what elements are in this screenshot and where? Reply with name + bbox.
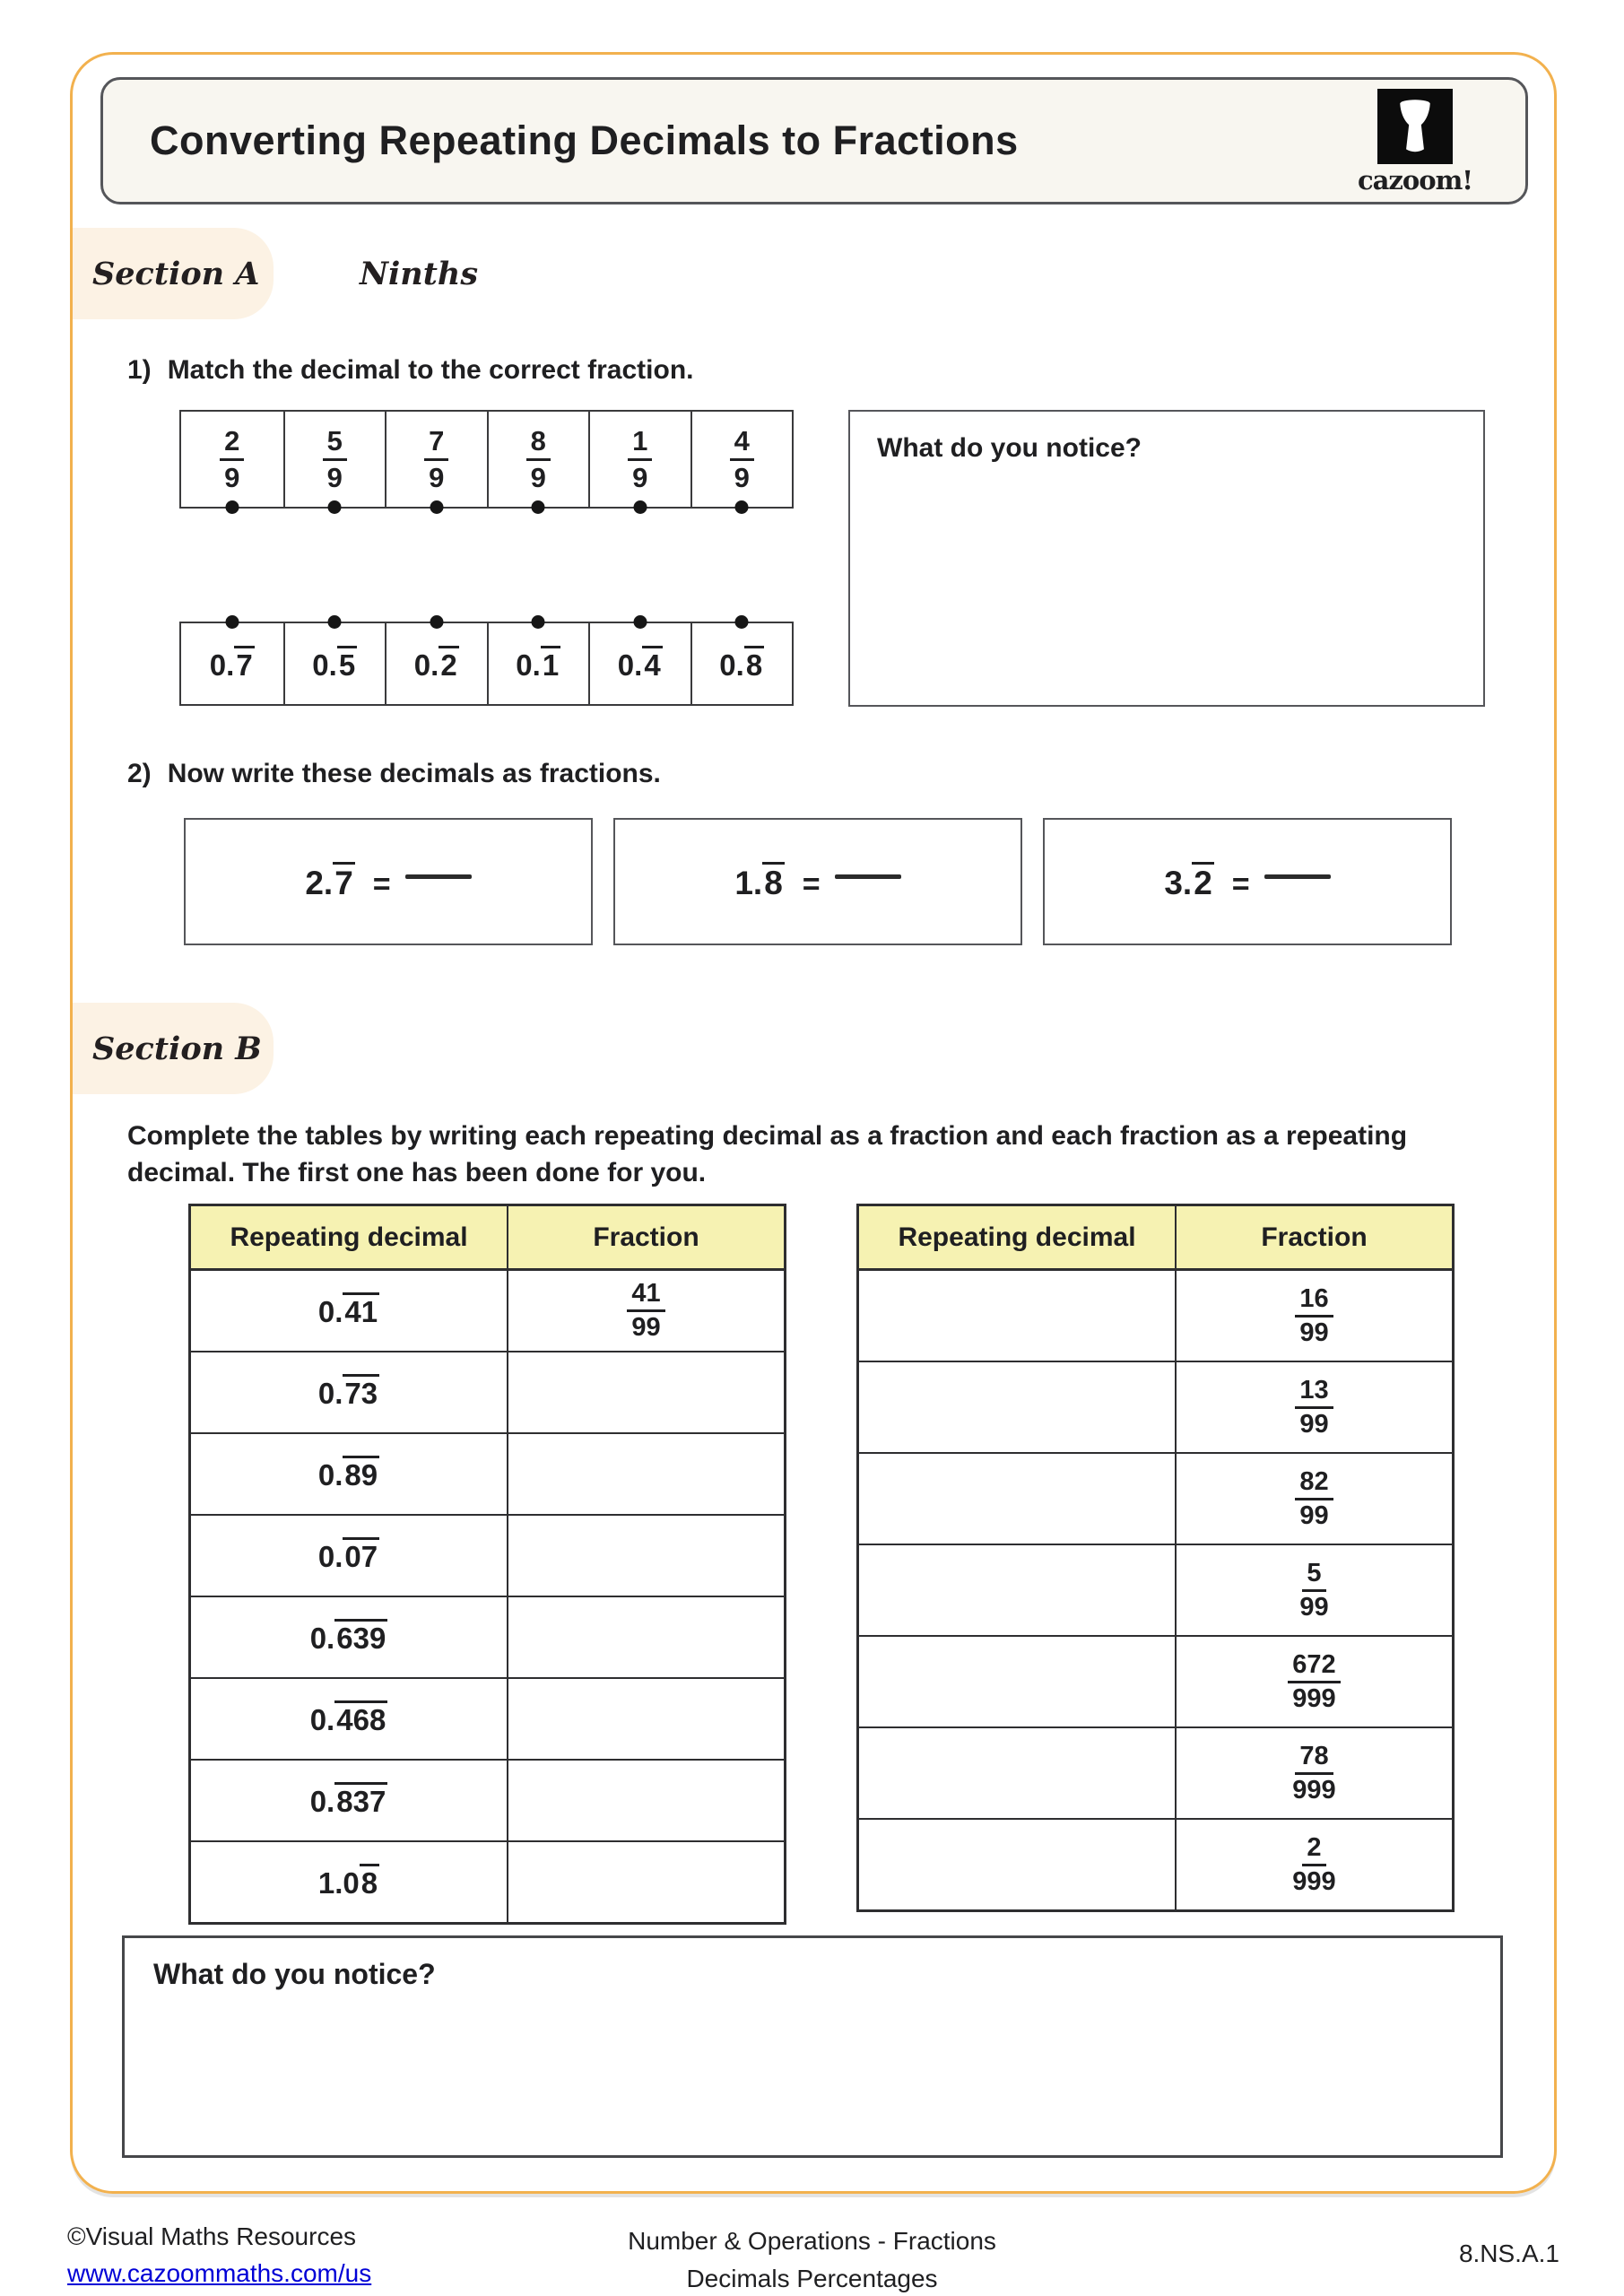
repeating-digits: 639 bbox=[334, 1619, 387, 1654]
repeating-digits: 41 bbox=[343, 1292, 379, 1327]
fraction-denominator: 999 bbox=[1292, 1775, 1336, 1805]
table-row bbox=[191, 1352, 784, 1434]
answer-cell[interactable] bbox=[507, 1679, 784, 1759]
section-b-instructions: Complete the tables by writing each repeating decimal as a fraction and each fraction as a repeating decimal. The first one has been done for you. bbox=[127, 1121, 1408, 1188]
decimal-card bbox=[181, 623, 283, 704]
repeating-digits: 8 bbox=[360, 1864, 379, 1899]
match-dot[interactable] bbox=[225, 615, 239, 629]
equals-sign: = bbox=[802, 866, 821, 901]
decimal-prefix: 1.0 bbox=[317, 1866, 360, 1900]
match-dot[interactable] bbox=[430, 615, 443, 629]
column-header-repeating-decimal: Repeating decimal bbox=[230, 1222, 468, 1252]
repeating-digits: 2 bbox=[1192, 862, 1214, 900]
repeating-digits: 07 bbox=[343, 1537, 379, 1572]
table-row bbox=[191, 1597, 784, 1679]
cazoom-link[interactable]: www.cazoommaths.com/us bbox=[67, 2259, 372, 2287]
fraction-denominator: 99 bbox=[1299, 1592, 1329, 1622]
table-row bbox=[859, 1820, 1452, 1909]
decimal-prefix: 1. bbox=[734, 864, 763, 901]
answer-cell[interactable] bbox=[507, 1761, 784, 1840]
decimal-prefix: 0. bbox=[413, 648, 439, 682]
fraction-denominator: 99 bbox=[1299, 1318, 1329, 1347]
repeating-digits: 7 bbox=[234, 646, 254, 681]
fraction-card bbox=[588, 412, 690, 507]
table-row bbox=[859, 1362, 1452, 1454]
fraction-numerator: 2 bbox=[1302, 1834, 1325, 1866]
table-row bbox=[859, 1454, 1452, 1545]
answer-cell[interactable] bbox=[859, 1545, 1175, 1635]
question-1-text: Match the decimal to the correct fraction. bbox=[167, 355, 694, 385]
repeating-digits: 837 bbox=[334, 1782, 387, 1817]
decimal-prefix: 0. bbox=[309, 1703, 335, 1736]
notice-question: What do you notice? bbox=[877, 433, 1142, 463]
answer-cell[interactable] bbox=[859, 1728, 1175, 1818]
match-dot[interactable] bbox=[532, 500, 545, 514]
match-dot[interactable] bbox=[532, 615, 545, 629]
decimal-prefix: 0. bbox=[312, 648, 337, 682]
table-header-row bbox=[859, 1206, 1452, 1271]
table-row bbox=[859, 1545, 1452, 1637]
repeating-digits: 7 bbox=[333, 862, 355, 900]
repeating-digits: 5 bbox=[337, 646, 357, 681]
fraction-numerator: 16 bbox=[1295, 1285, 1333, 1318]
fraction-denominator: 9 bbox=[224, 461, 240, 493]
decimal-prefix: 2. bbox=[305, 864, 334, 901]
fraction-match-row bbox=[179, 410, 794, 509]
fraction-card bbox=[690, 412, 793, 507]
equals-sign: = bbox=[372, 866, 391, 901]
decimal-prefix: 0. bbox=[309, 1622, 335, 1655]
match-dot[interactable] bbox=[633, 500, 647, 514]
decimal-card bbox=[487, 623, 589, 704]
table-row bbox=[859, 1728, 1452, 1820]
fraction-numerator: 5 bbox=[323, 426, 347, 460]
notice-box-section-b[interactable] bbox=[122, 1935, 1503, 2158]
fraction-denominator: 99 bbox=[631, 1313, 661, 1342]
answer-cell[interactable] bbox=[507, 1597, 784, 1677]
table-fraction-to-decimal bbox=[856, 1204, 1455, 1912]
repeating-digits: 4 bbox=[642, 646, 662, 681]
question-2-text: Now write these decimals as fractions. bbox=[167, 759, 661, 788]
footer-topic bbox=[0, 2222, 1624, 2296]
table-row bbox=[191, 1842, 784, 1922]
question-1-label bbox=[127, 355, 693, 386]
repeating-digits: 73 bbox=[343, 1374, 379, 1409]
answer-cell[interactable] bbox=[859, 1820, 1175, 1909]
convert-box-1[interactable] bbox=[184, 818, 593, 945]
question-2-number: 2) bbox=[127, 759, 152, 788]
repeating-digits: 89 bbox=[343, 1456, 379, 1491]
topic-line-2: Decimals Percentages bbox=[686, 2265, 938, 2292]
decimal-prefix: 0. bbox=[317, 1540, 343, 1573]
table-row bbox=[191, 1679, 784, 1761]
decimal-prefix: 0. bbox=[719, 648, 744, 682]
cazoom-logo bbox=[1357, 89, 1473, 196]
table-decimal-to-fraction bbox=[188, 1204, 786, 1925]
fraction-numerator: 82 bbox=[1295, 1468, 1333, 1500]
answer-cell[interactable] bbox=[859, 1362, 1175, 1452]
fraction-numerator: 7 bbox=[424, 426, 448, 460]
match-dot[interactable] bbox=[735, 500, 749, 514]
convert-box-3[interactable] bbox=[1043, 818, 1452, 945]
fraction-denominator: 9 bbox=[734, 461, 750, 493]
table-row bbox=[859, 1271, 1452, 1362]
section-a-heading bbox=[73, 228, 478, 319]
question-1-number: 1) bbox=[127, 355, 152, 385]
table-row bbox=[191, 1761, 784, 1842]
decimal-prefix: 0. bbox=[317, 1377, 343, 1410]
decimal-prefix: 0. bbox=[317, 1458, 343, 1492]
standard-code: 8.NS.A.1 bbox=[1458, 2239, 1559, 2267]
fraction-card bbox=[385, 412, 487, 507]
fraction-denominator: 9 bbox=[326, 461, 343, 493]
convert-box-2[interactable] bbox=[613, 818, 1022, 945]
fraction-card bbox=[487, 412, 589, 507]
answer-cell[interactable] bbox=[507, 1434, 784, 1514]
logo-wordmark: cazoom! bbox=[1357, 165, 1473, 196]
decimal-prefix: 0. bbox=[317, 1295, 343, 1328]
repeating-digits: 2 bbox=[439, 646, 458, 681]
answer-cell[interactable] bbox=[859, 1454, 1175, 1544]
match-dot[interactable] bbox=[633, 615, 647, 629]
fraction-numerator: 2 bbox=[220, 426, 244, 460]
copyright-text: ©Visual Maths Resources bbox=[67, 2222, 357, 2250]
fraction-denominator: 9 bbox=[632, 461, 648, 493]
answer-blank[interactable] bbox=[1264, 874, 1331, 879]
fraction-denominator: 99 bbox=[1299, 1500, 1329, 1530]
answer-cell[interactable] bbox=[859, 1637, 1175, 1726]
match-dot[interactable] bbox=[328, 615, 342, 629]
fraction-denominator: 9 bbox=[530, 461, 546, 493]
section-a-label: Section A bbox=[92, 255, 260, 292]
answer-cell[interactable] bbox=[507, 1352, 784, 1432]
table-row bbox=[859, 1637, 1452, 1728]
repeating-digits: 8 bbox=[762, 862, 785, 900]
match-dot[interactable] bbox=[735, 615, 749, 629]
fraction-numerator: 672 bbox=[1288, 1651, 1340, 1683]
decimal-prefix: 0. bbox=[209, 648, 235, 682]
section-a-subtitle: Ninths bbox=[360, 255, 479, 292]
answer-cell[interactable] bbox=[507, 1516, 784, 1596]
decimal-prefix: 0. bbox=[309, 1785, 335, 1818]
table-row bbox=[191, 1434, 784, 1516]
decimal-prefix: 0. bbox=[617, 648, 643, 682]
title-box bbox=[100, 77, 1528, 204]
fraction-card bbox=[283, 412, 386, 507]
equals-sign: = bbox=[1231, 866, 1250, 901]
drum-icon bbox=[1377, 89, 1453, 164]
answer-cell[interactable] bbox=[507, 1842, 784, 1922]
fraction-numerator: 4 bbox=[730, 426, 754, 460]
column-header-fraction: Fraction bbox=[1175, 1206, 1452, 1268]
answer-blank[interactable] bbox=[405, 874, 472, 879]
topic-line-1: Number & Operations - Fractions bbox=[628, 2227, 996, 2255]
notice-box-section-a[interactable] bbox=[848, 410, 1485, 707]
answer-cell[interactable] bbox=[859, 1271, 1175, 1361]
repeating-digits: 8 bbox=[744, 646, 764, 681]
question-2-label bbox=[127, 759, 661, 789]
table-row bbox=[191, 1516, 784, 1597]
decimal-card bbox=[588, 623, 690, 704]
fraction-denominator: 999 bbox=[1292, 1866, 1336, 1896]
notice-question: What do you notice? bbox=[153, 1958, 436, 1990]
fraction-denominator: 9 bbox=[429, 461, 445, 493]
section-a-blob bbox=[73, 228, 274, 319]
fraction-numerator: 13 bbox=[1295, 1377, 1333, 1409]
answer-blank[interactable] bbox=[835, 874, 901, 879]
decimal-card bbox=[385, 623, 487, 704]
match-dot[interactable] bbox=[225, 500, 239, 514]
section-b-blob bbox=[73, 1003, 274, 1094]
fraction-numerator: 78 bbox=[1295, 1743, 1333, 1775]
match-dot[interactable] bbox=[430, 500, 443, 514]
decimal-prefix: 0. bbox=[516, 648, 541, 682]
decimal-card bbox=[283, 623, 386, 704]
page-title: Converting Repeating Decimals to Fractions bbox=[150, 117, 1019, 163]
table-row bbox=[191, 1271, 784, 1352]
table-header-row bbox=[191, 1206, 784, 1271]
column-header-repeating-decimal: Repeating decimal bbox=[898, 1222, 1136, 1252]
fraction-numerator: 1 bbox=[628, 426, 652, 460]
column-header-fraction: Fraction bbox=[507, 1206, 784, 1268]
fraction-card bbox=[181, 412, 283, 507]
fraction-denominator: 99 bbox=[1299, 1409, 1329, 1439]
fraction-numerator: 41 bbox=[627, 1280, 664, 1312]
decimal-prefix: 3. bbox=[1164, 864, 1193, 901]
section-b-heading bbox=[73, 1003, 274, 1094]
decimal-card bbox=[690, 623, 793, 704]
repeating-digits: 468 bbox=[334, 1700, 387, 1735]
fraction-numerator: 5 bbox=[1302, 1560, 1325, 1592]
fraction-denominator: 999 bbox=[1292, 1683, 1336, 1713]
repeating-digits: 1 bbox=[541, 646, 560, 681]
section-b-label: Section B bbox=[92, 1030, 262, 1067]
match-dot[interactable] bbox=[328, 500, 342, 514]
fraction-numerator: 8 bbox=[526, 426, 551, 460]
decimal-match-row bbox=[179, 622, 794, 706]
